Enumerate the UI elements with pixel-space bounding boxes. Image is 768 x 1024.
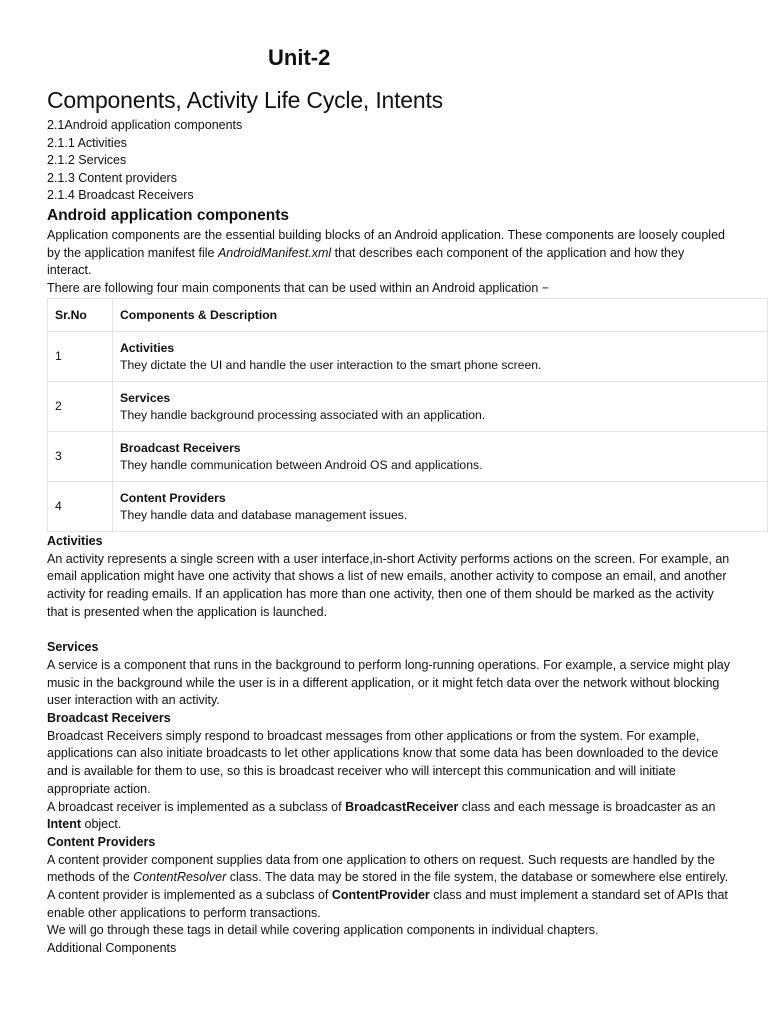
- table-row: [48, 382, 768, 432]
- manifest-filename: AndroidManifest.xml: [217, 245, 332, 260]
- table-row: [48, 482, 768, 532]
- component-name: Broadcast Receivers: [120, 440, 241, 455]
- component-name: Activities: [120, 340, 175, 355]
- paragraph-gap: [47, 622, 731, 640]
- toc-item: 2.1.1 Activities: [47, 135, 127, 150]
- services-heading: Services: [47, 640, 99, 655]
- broadcast-receiver-class: BroadcastReceiver: [345, 799, 459, 814]
- table-row: [48, 332, 768, 382]
- row-description: [113, 332, 768, 382]
- component-desc: They handle data and database management issues.: [120, 507, 408, 522]
- component-name: Services: [120, 390, 171, 405]
- column-header-srno: Sr.No: [48, 299, 113, 332]
- content-provider-class: ContentProvider: [331, 888, 430, 903]
- body-text: [47, 533, 731, 958]
- unit-title: Unit-2: [268, 45, 331, 70]
- activities-paragraph: An activity represents a single screen with a user interface,in-short Activity performs actions on the screen. For example, an email application might have one activity that shows a list of new emails, another activity to compose an email, and another activity for reading emails. If an application has more than one activity, then one of them should be marked as the activity that is presented when the application is launched.: [47, 551, 730, 619]
- broadcast-paragraph: Broadcast Receivers simply respond to broadcast messages from other applications or from the system. For example, applications can also initiate broadcasts to let other applications know that some data has been downloaded to the device and is available for them to use, so this is broadcast receiver who will intercept this communication and will initiate appropriate action.: [47, 728, 719, 796]
- row-description: [113, 482, 768, 532]
- intro-paragraph: There are following four main components that can be used within an Android application −: [47, 281, 550, 296]
- row-number: 1: [48, 332, 113, 382]
- toc-item: 2.1.4 Broadcast Receivers: [47, 188, 194, 202]
- table-row: [48, 432, 768, 482]
- row-description: [113, 382, 768, 432]
- section-heading: Android application components: [47, 207, 289, 224]
- broadcast-heading: Broadcast Receivers: [47, 711, 171, 726]
- component-name: Content Providers: [120, 490, 226, 505]
- broadcast-impl-paragraph: A broadcast receiver is implemented as a subclass of BroadcastReceiver class and each message is broadcaster as an Intent object.: [47, 799, 716, 832]
- additional-components-text: Additional Components: [47, 941, 177, 956]
- component-desc: They dictate the UI and handle the user interaction to the smart phone screen.: [120, 357, 542, 372]
- table-of-contents: [47, 117, 242, 205]
- toc-item: 2.1.2 Services: [47, 153, 127, 167]
- intent-object: Intent: [47, 817, 82, 832]
- intro-paragraph: Application components are the essential building blocks of an Android application. These components are loosely coupled by the application manifest file AndroidManifest.xml that describes each component of the application and how they interact.: [47, 228, 725, 278]
- component-desc: They handle communication between Android OS and applications.: [120, 457, 483, 472]
- intro-text: [47, 227, 731, 298]
- services-paragraph: A service is a component that runs in the background to perform long-running operations. For example, a service might play music in the background while the user is in a different application, or it might fetch data over the network without blocking user interaction with an activity.: [47, 657, 730, 708]
- content-resolver-class: ContentResolver: [133, 870, 227, 885]
- row-number: 2: [48, 382, 113, 432]
- row-number: 3: [48, 432, 113, 482]
- row-description: [113, 432, 768, 482]
- content-paragraph: A content provider component supplies data from one application to others on request. Such requests are handled by the methods of the ContentResolver class. The data may be stored in the file system, the database or somewhere else entirely.: [47, 852, 729, 885]
- content-heading: Content Providers: [47, 834, 156, 849]
- toc-item: 2.1Android application components: [47, 118, 243, 132]
- page-title: Components, Activity Life Cycle, Intents: [47, 87, 443, 113]
- content-impl-paragraph: A content provider is implemented as a subclass of ContentProvider class and must implement a standard set of APIs that enable other applications to perform transactions.: [47, 888, 728, 920]
- activities-heading: Activities: [47, 534, 103, 548]
- closing-paragraph: We will go through these tags in detail while covering application components in individual chapters.: [47, 923, 599, 938]
- toc-item: 2.1.3 Content providers: [47, 170, 177, 185]
- components-table: [47, 298, 768, 532]
- column-header-description: Components & Description: [113, 299, 768, 332]
- table-header-row: [48, 299, 768, 332]
- row-number: 4: [48, 482, 113, 532]
- component-desc: They handle background processing associated with an application.: [120, 407, 486, 422]
